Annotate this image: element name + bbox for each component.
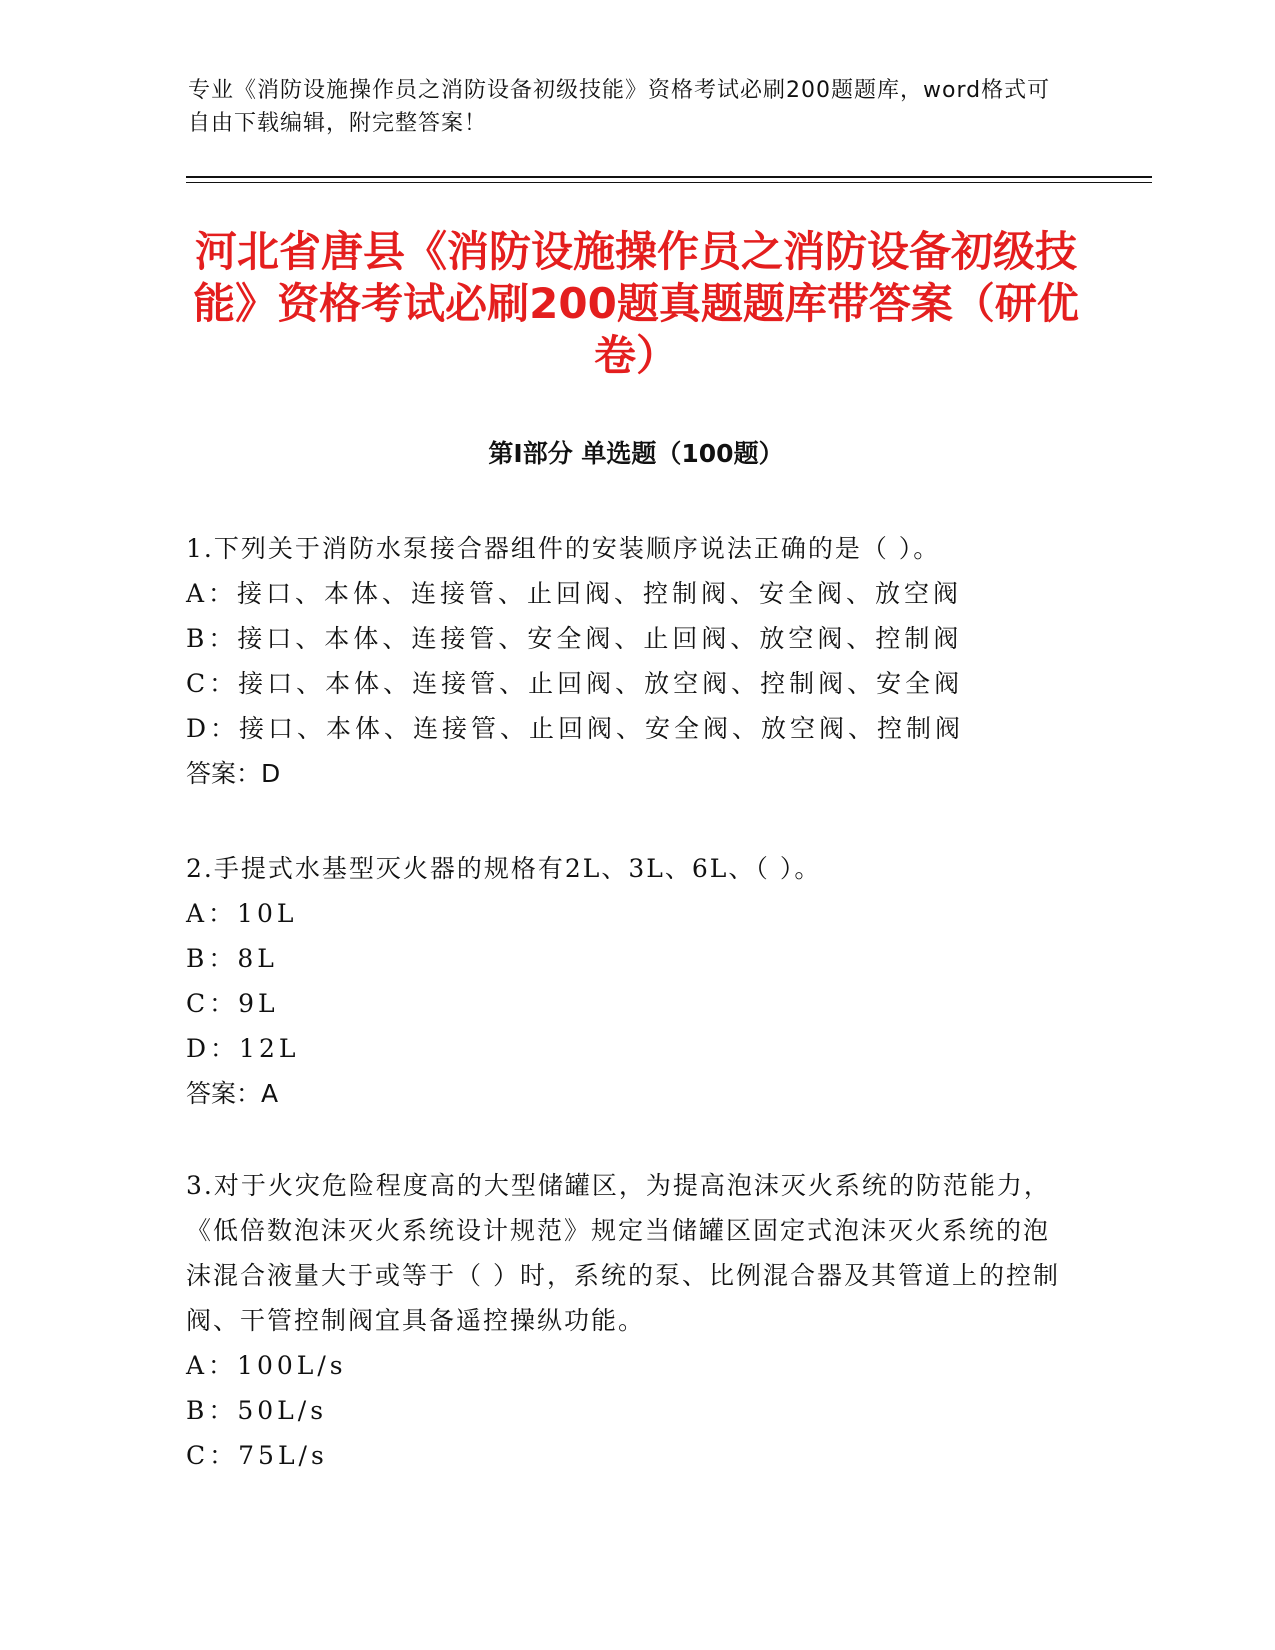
option-a: A：接口、本体、连接管、止回阀、控制阀、安全阀、放空阀 <box>186 579 963 608</box>
header-rule-thin <box>186 182 1152 183</box>
section-heading: 第I部分 单选题（100题） <box>488 439 784 468</box>
question-stem: 1.下列关于消防水泵接合器组件的安装顺序说法正确的是（ ）。 <box>186 534 941 563</box>
question-stem: 3.对于火灾危险程度高的大型储罐区，为提高泡沫灭火系统的防范能力，《低倍数泡沫灭火系统设计规范》规定当储罐区固定式泡沫灭火系统的泡沫混合液量大于或等于（ ）时，系统的泵、比例混合器及其管道上的控制阀、干管控制阀宜具备遥控操纵功能。 <box>186 1171 1060 1335</box>
header-rule-thick <box>186 176 1152 178</box>
option-c: C：9L <box>186 989 279 1018</box>
option-d: D：接口、本体、连接管、止回阀、安全阀、放空阀、控制阀 <box>186 714 965 743</box>
option-b: B：接口、本体、连接管、安全阀、止回阀、放空阀、控制阀 <box>186 624 963 653</box>
option-d: D：12L <box>186 1034 300 1063</box>
option-a: A：100L/s <box>186 1351 347 1380</box>
option-c: C：75L/s <box>186 1441 328 1470</box>
option-b: B：50L/s <box>186 1396 328 1425</box>
question-3 <box>186 1163 1066 1478</box>
option-a: A：10L <box>186 899 298 928</box>
option-b: B：8L <box>186 944 278 973</box>
header-note: 专业《消防设施操作员之消防设备初级技能》资格考试必刷200题题库，word格式可自由下载编辑，附完整答案！ <box>188 78 1051 136</box>
answer: 答案：A <box>186 1079 279 1108</box>
question-stem: 2.手提式水基型灭火器的规格有2L、3L、6L、（ ）。 <box>186 854 822 883</box>
question-2 <box>186 846 1066 1116</box>
option-c: C：接口、本体、连接管、止回阀、放空阀、控制阀、安全阀 <box>186 669 964 698</box>
answer: 答案：D <box>186 759 281 788</box>
document-title: 河北省唐县《消防设施操作员之消防设备初级技能》资格考试必刷200题真题题库带答案（研优卷） <box>193 227 1079 380</box>
question-1 <box>186 526 1066 796</box>
